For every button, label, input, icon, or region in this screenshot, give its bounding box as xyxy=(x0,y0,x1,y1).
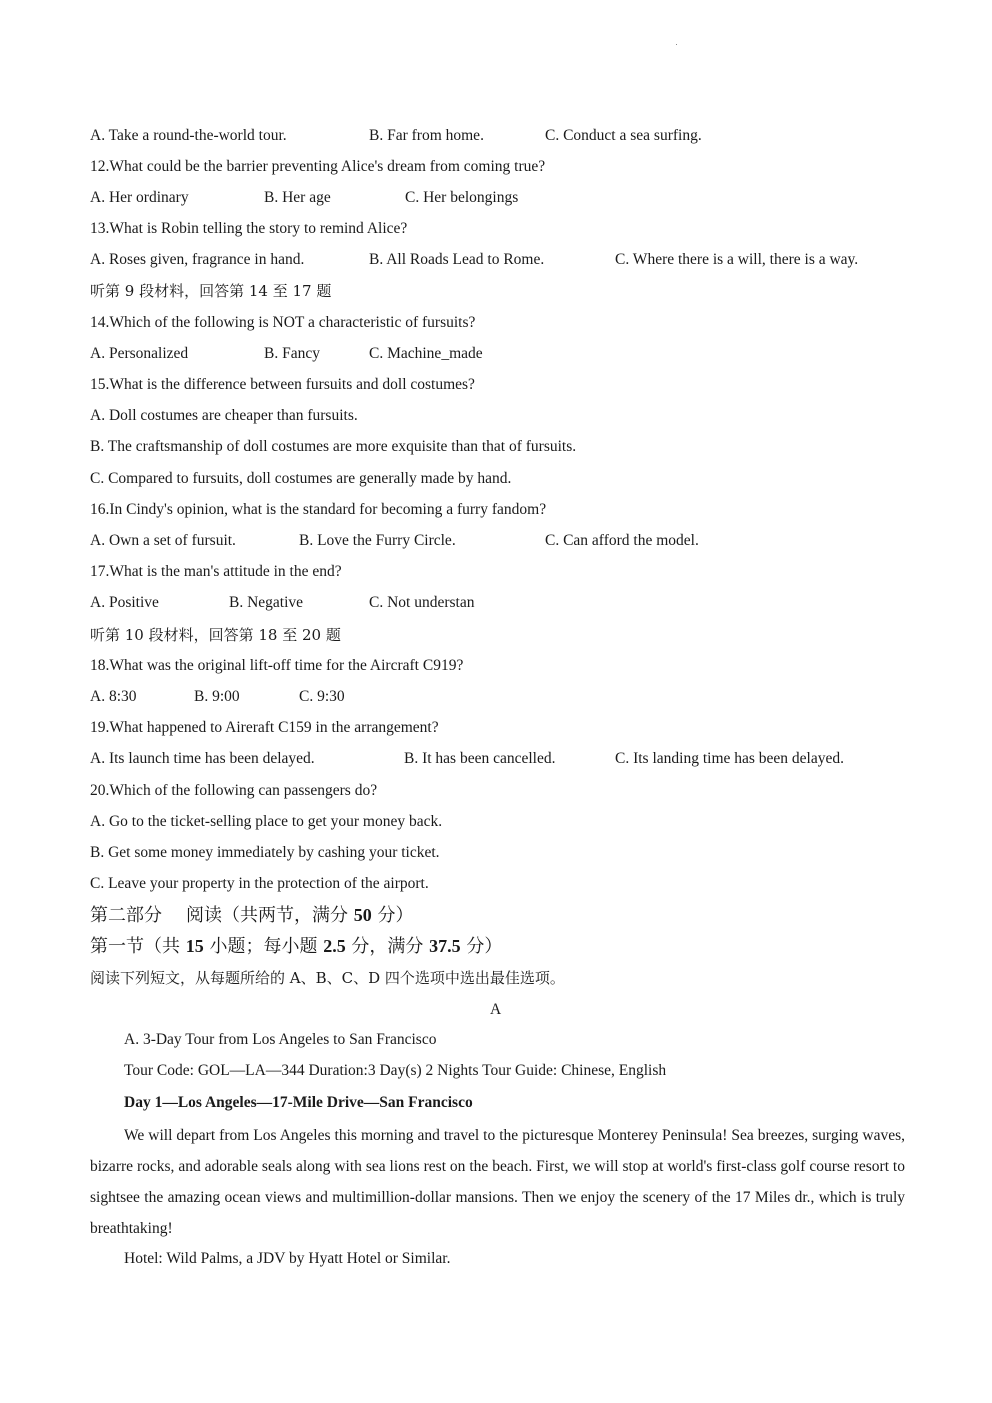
q19-option-a: A. Its launch time has been delayed. xyxy=(90,750,315,767)
day-1-paragraph: We will depart from Los Angeles this morning and travel to the picturesque Monterey Peninsula! Sea breezes, surging waves, bizarre rocks, and adorable seals along with sea lions rest on the beach. First, we will stop at world's first-class golf course resort to sightsee the amazing ocean views and multimillion-dollar mansions. Then we enjoy the scenery of the 17 Miles dr., which is truly breathtaking! xyxy=(90,1127,905,1237)
tour-code-line: Tour Code: GOL—LA—344 Duration:3 Day(s) 2 Nights Tour Guide: Chinese, English xyxy=(124,1062,667,1079)
q19-option-b: B. It has been cancelled. xyxy=(404,750,556,767)
section-1-points-each: 2.5 xyxy=(323,936,346,956)
q16-option-a: A. Own a set of fursuit. xyxy=(90,532,236,549)
q16-option-b: B. Love the Furry Circle. xyxy=(299,532,456,549)
q14-option-a: A. Personalized xyxy=(90,345,189,362)
q12-option-c: C. Her belongings xyxy=(405,189,519,206)
q16-option-c: C. Can afford the model. xyxy=(545,532,699,549)
section-1-heading-mid: 小题；每小题 xyxy=(203,936,324,957)
part-2-label: 第二部分 xyxy=(90,905,162,926)
q12-option-b: B. Her age xyxy=(264,189,331,206)
q19-question: 19.What happened to Aireraft C159 in the arrangement? xyxy=(90,719,439,736)
q20-option-c: C. Leave your property in the protection of the airport. xyxy=(90,875,429,892)
q15-option-c: C. Compared to fursuits, doll costumes are generally made by hand. xyxy=(90,470,512,487)
q18-question: 18.What was the original lift-off time for the Aircraft C919? xyxy=(90,657,464,674)
hotel-line: Hotel: Wild Palms, a JDV by Hyatt Hotel or Similar. xyxy=(124,1250,451,1267)
q20-question: 20.Which of the following can passengers do? xyxy=(90,782,378,799)
q11-option-b: B. Far from home. xyxy=(369,127,484,144)
part-2-heading xyxy=(90,903,413,928)
section-10-instruction: 听第 10 段材料，回答第 18 至 20 题 xyxy=(90,626,341,644)
q14-option-c: C. Machine_made xyxy=(369,345,483,362)
part-2-title: 阅读（共两节，满分 xyxy=(186,905,354,926)
day-1-heading: Day 1—Los Angeles—17-Mile Drive—San Francisco xyxy=(124,1094,473,1111)
q14-option-b: B. Fancy xyxy=(264,345,320,362)
q18-option-c: C. 9:30 xyxy=(299,688,345,705)
q13-option-c: C. Where there is a will, there is a way. xyxy=(615,251,859,268)
section-9-instruction: 听第 9 段材料，回答第 14 至 17 题 xyxy=(90,282,332,300)
passage-title: A. 3-Day Tour from Los Angeles to San Francisco xyxy=(124,1031,437,1048)
q15-option-b: B. The craftsmanship of doll costumes are more exquisite than that of fursuits. xyxy=(90,438,577,455)
q20-option-a: A. Go to the ticket-selling place to get your money back. xyxy=(90,813,443,830)
q17-question: 17.What is the man's attitude in the end? xyxy=(90,563,342,580)
q18-option-a: A. 8:30 xyxy=(90,688,137,705)
q15-option-a: A. Doll costumes are cheaper than fursuits. xyxy=(90,407,358,424)
q19-option-c: C. Its landing time has been delayed. xyxy=(615,750,844,767)
q15-question: 15.What is the difference between fursuits and doll costumes? xyxy=(90,376,475,393)
q14-question: 14.Which of the following is NOT a characteristic of fursuits? xyxy=(90,314,476,331)
section-1-heading xyxy=(90,934,502,959)
q12-question: 12.What could be the barrier preventing Alice's dream from coming true? xyxy=(90,158,546,175)
section-1-heading-pre: 第一节（共 xyxy=(90,936,186,957)
q12-option-a: A. Her ordinary xyxy=(90,189,189,206)
q17-option-c: C. Not understan xyxy=(369,594,475,611)
q18-option-b: B. 9:00 xyxy=(194,688,240,705)
scan-speck xyxy=(676,44,677,45)
q16-question: 16.In Cindy's opinion, what is the standard for becoming a furry fandom? xyxy=(90,501,547,518)
q13-option-a: A. Roses given, fragrance in hand. xyxy=(90,251,305,268)
reading-instruction: 阅读下列短文，从每题所给的 A、B、C、D 四个选项中选出最佳选项。 xyxy=(90,969,565,987)
part-2-title-end: 分） xyxy=(371,905,414,926)
section-1-heading-end: 分） xyxy=(460,936,503,957)
q17-option-b: B. Negative xyxy=(229,594,304,611)
section-1-question-count: 15 xyxy=(185,936,204,956)
section-1-heading-mid2: 分，满分 xyxy=(345,936,430,957)
q11-option-a: A. Take a round-the-world tour. xyxy=(90,127,287,144)
passage-label: A xyxy=(490,1001,502,1018)
q13-option-b: B. All Roads Lead to Rome. xyxy=(369,251,545,268)
part-2-score: 50 xyxy=(353,905,372,925)
q17-option-a: A. Positive xyxy=(90,594,159,611)
q11-option-c: C. Conduct a sea surfing. xyxy=(545,127,702,144)
q13-question: 13.What is Robin telling the story to remind Alice? xyxy=(90,220,408,237)
q20-option-b: B. Get some money immediately by cashing your ticket. xyxy=(90,844,440,861)
section-1-points-total: 37.5 xyxy=(429,936,461,956)
